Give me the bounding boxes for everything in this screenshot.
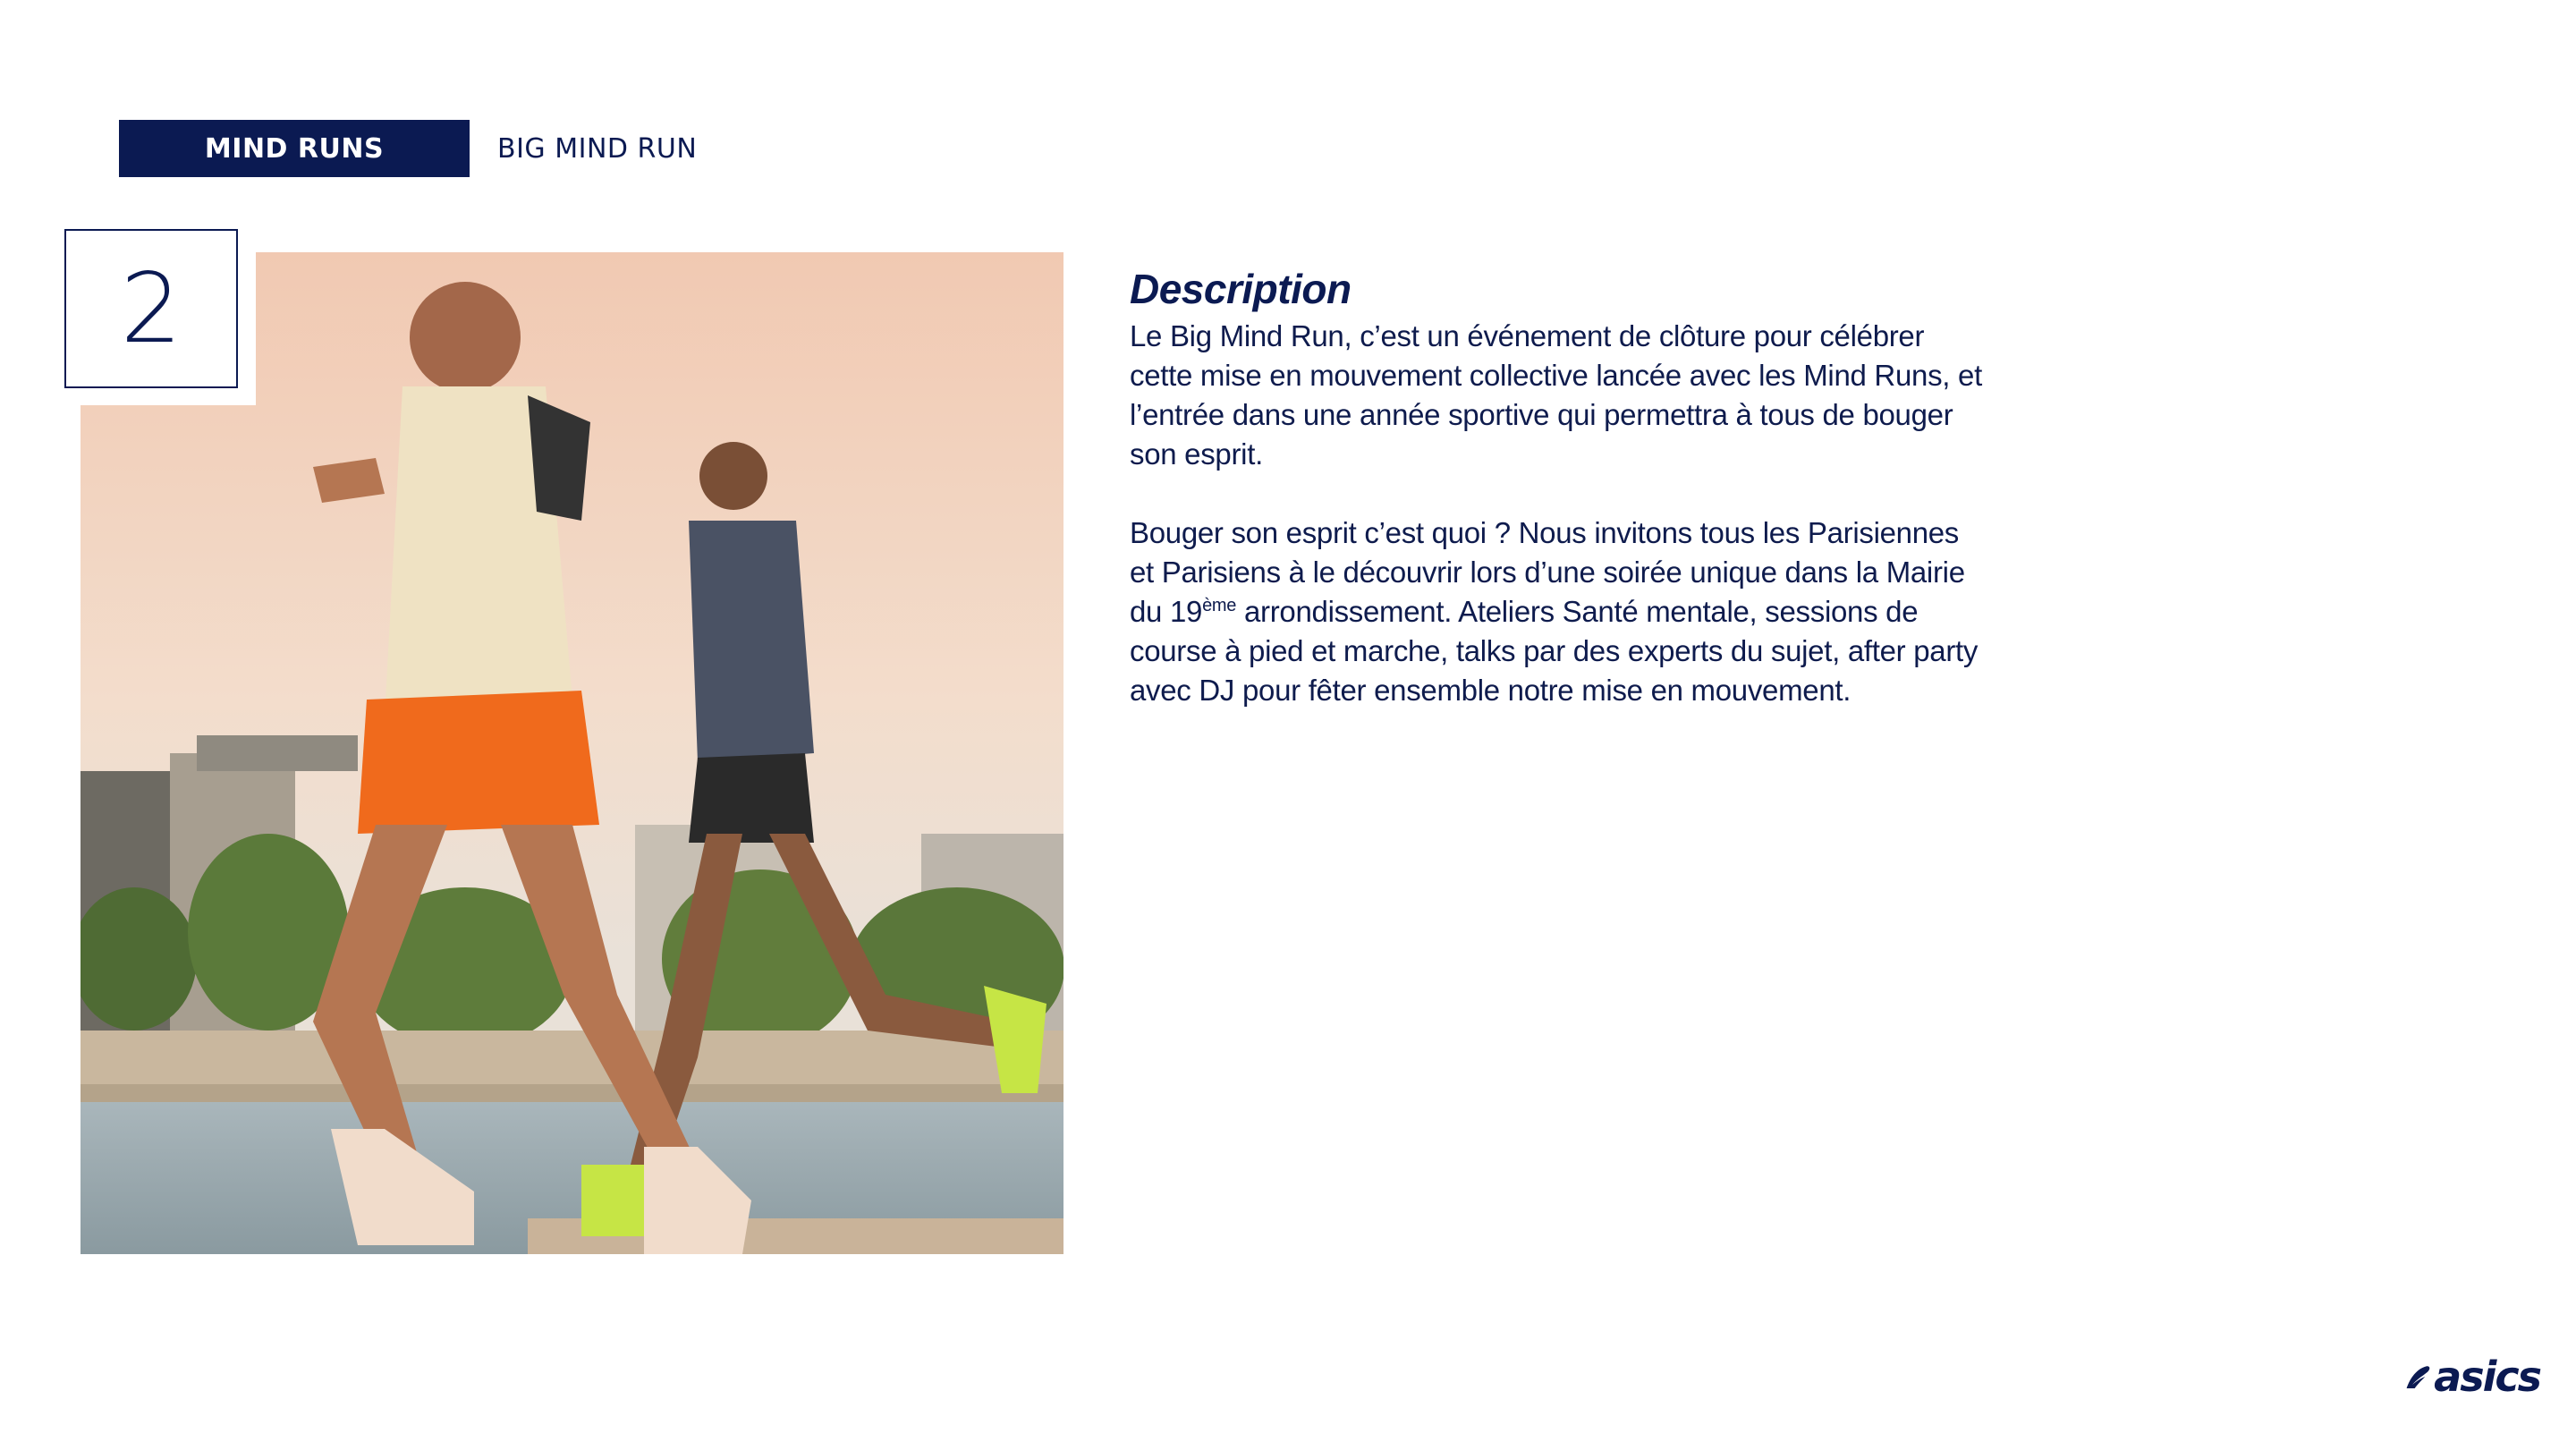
tab-big-mind-run-label: BIG MIND RUN (497, 132, 698, 165)
description-superscript: ème (1202, 596, 1237, 615)
description-title: Description (1130, 266, 1352, 312)
asics-logo-text: asics (2434, 1353, 2540, 1401)
description-block (1130, 265, 1988, 710)
description-paragraph-2-start: Bouger son esprit c’est quoi ? Nous invitons tous les Parisiennes et Parisiens à le découvrir lors d’une soirée unique dans la Mairie du 19 (1130, 516, 1965, 628)
asics-logo (2404, 1351, 2540, 1403)
description-paragraph-2 (1130, 513, 1988, 710)
tab-mind-runs-label: MIND RUNS (204, 132, 385, 165)
description-paragraph-2-end: arrondissement. Ateliers Santé mentale, sessions de course à pied et marche, talks par des experts du sujet, after party avec DJ pour fêter ensemble notre mise en mouvement. (1130, 595, 1979, 707)
tab-big-mind-run (497, 120, 697, 177)
tab-mind-runs (119, 120, 470, 177)
slide-number (64, 229, 238, 388)
slide-number-text: 2 (120, 252, 182, 365)
description-paragraph-1: Le Big Mind Run, c’est un événement de clôture pour célébrer cette mise en mouvement collective lancée avec les Mind Runs, et l’entrée dans une année sportive qui permettra à tous de bouger son esprit. (1130, 319, 1982, 471)
asics-stripes-icon (2404, 1355, 2432, 1398)
